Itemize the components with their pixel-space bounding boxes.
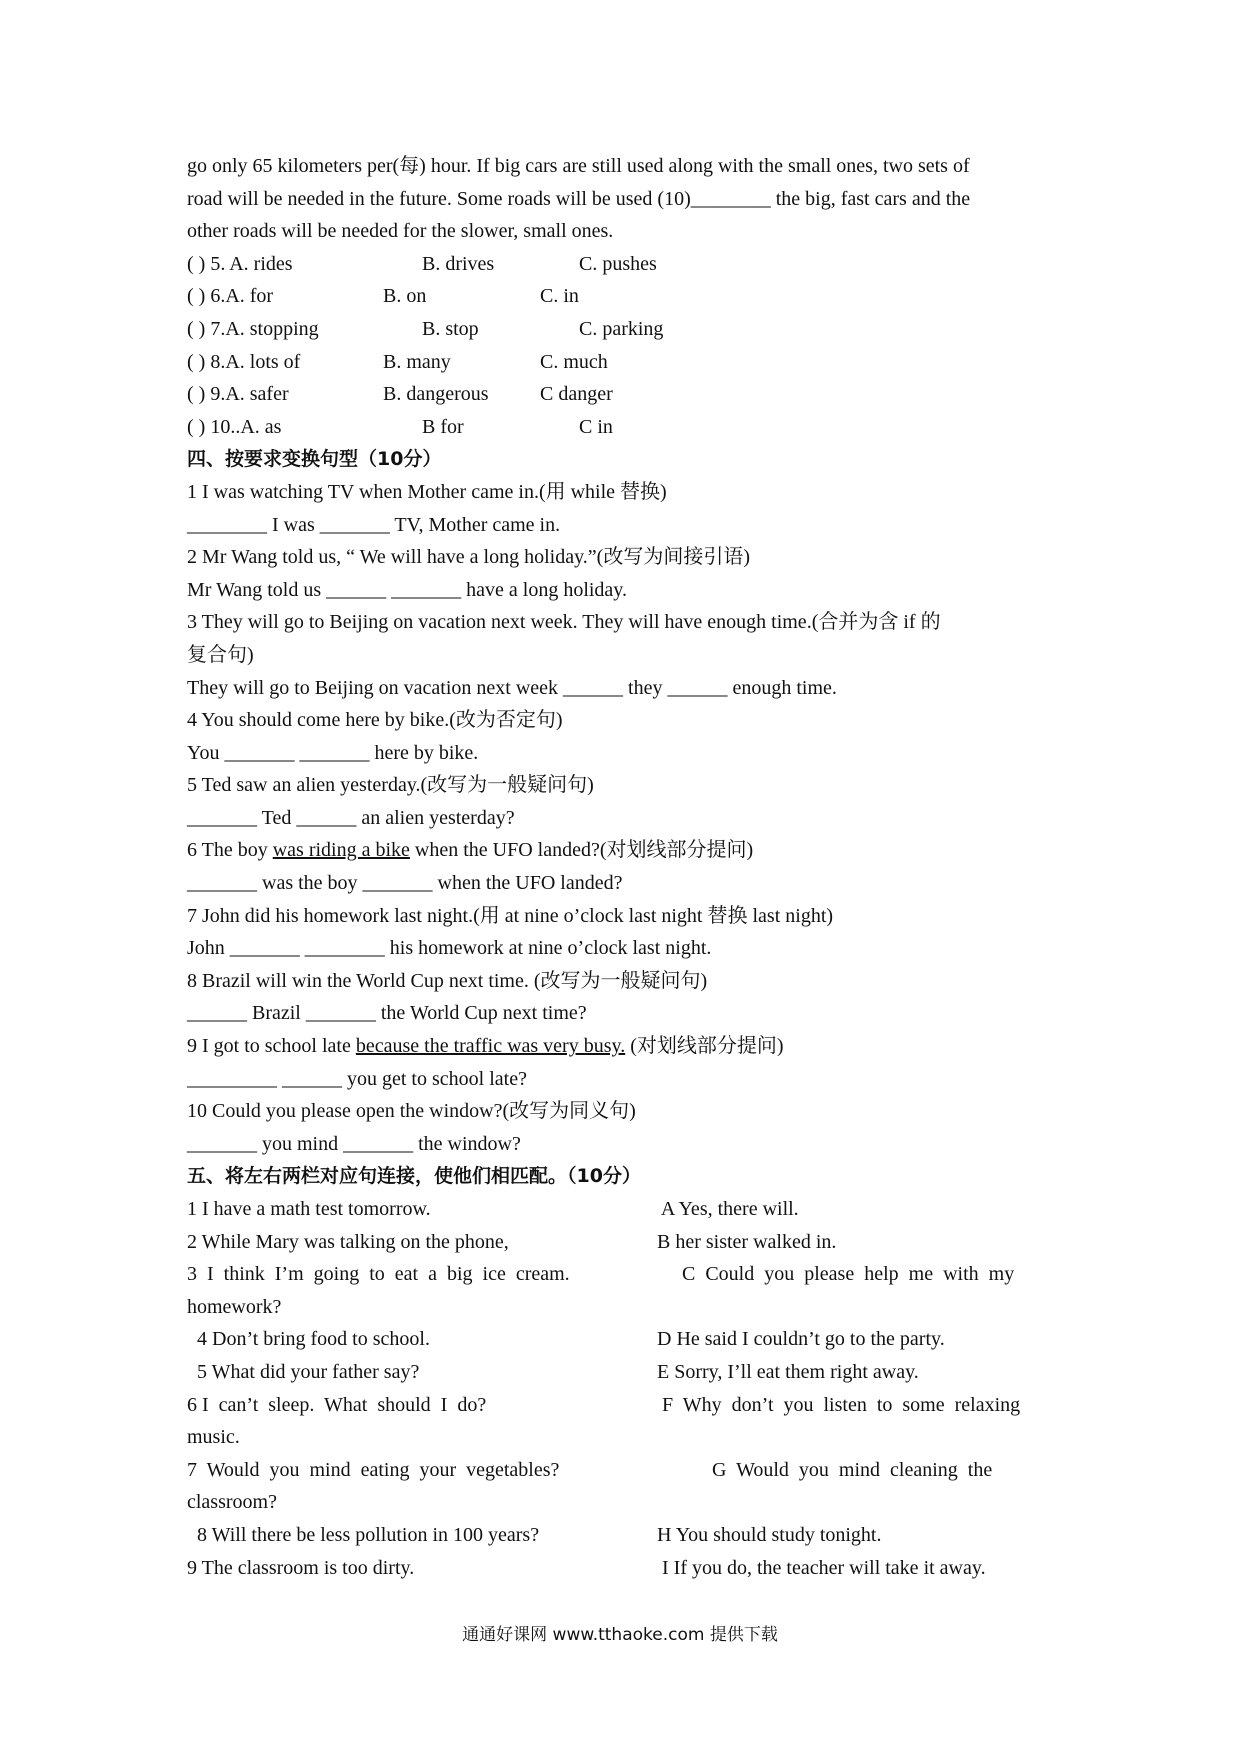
question-10: 10 Could you please open the window?(改写为同义句) [187,1100,636,1123]
match-right [657,1291,1057,1324]
choice-row [187,313,1057,346]
match-left: 4 Don’t bring food to school. [187,1328,430,1351]
match-right: E Sorry, I’ll eat them right away. [657,1360,919,1383]
match-right [657,1421,1057,1454]
question-1: 1 I was watching TV when Mother came in.(用 while 替换) [187,480,667,503]
answer-4: You _______ _______ here by bike. [187,741,479,764]
question-9-underlined: because the traffic was very busy. [355,1035,626,1058]
match-right: A Yes, there will. [657,1198,799,1220]
match-left: classroom? [187,1491,277,1514]
matching-row [187,1258,1057,1291]
choice-a: ( ) 7.A. stopping [187,317,319,340]
choice-b: B for [422,415,464,438]
question-9-pre: 9 I got to school late [187,1035,356,1058]
match-left: 2 While Mary was talking on the phone, [187,1230,509,1253]
choice-a: ( ) 10..A. as [187,415,282,438]
question-9 [187,1030,1057,1063]
question-6-pre: 6 The boy [187,839,273,862]
choice-c: C. in [540,285,579,308]
choice-row [187,411,1057,444]
answer-7: John _______ ________ his homework at nine o’clock last night. [187,937,712,960]
answer-5: _______ Ted ______ an alien yesterday? [187,806,515,829]
match-right: B her sister walked in. [657,1230,837,1253]
choice-b: B. dangerous [383,383,489,406]
choice-a: ( ) 8.A. lots of [187,350,301,373]
matching-row [187,1552,1057,1585]
match-left: 7 Would you mind eating your vegetables? [187,1458,560,1481]
choice-row [187,346,1057,379]
match-right: D He said I couldn’t go to the party. [657,1328,945,1351]
choice-c: C. pushes [579,252,657,275]
match-left: 3 I think I’m going to eat a big ice cream. [187,1263,570,1286]
answer-1: ________ I was _______ TV, Mother came in. [187,513,561,536]
match-right: C Could you please help me with my [657,1263,1015,1286]
answer-8: ______ Brazil _______ the World Cup next time? [187,1002,587,1025]
exam-page [187,150,1057,1584]
choice-c: C. parking [579,317,664,340]
matching-row [187,1454,1057,1487]
choice-row [187,280,1057,313]
question-8: 8 Brazil will win the World Cup next time. (改写为一般疑问句) [187,969,708,992]
question-5: 5 Ted saw an alien yesterday.(改写为一般疑问句) [187,774,594,797]
match-left: homework? [187,1295,282,1318]
question-9-post: (对划线部分提问) [625,1035,784,1058]
choice-b: B. many [383,350,451,373]
answer-10: _______ you mind _______ the window? [187,1132,521,1155]
question-2: 2 Mr Wang told us, “ We will have a long holiday.”(改写为间接引语) [187,546,750,569]
match-left: 9 The classroom is too dirty. [187,1556,415,1579]
choice-b: B. drives [422,252,495,275]
matching-row [187,1421,1057,1454]
matching-row [187,1291,1057,1324]
question-3: 3 They will go to Beijing on vacation next week. They will have enough time.(合并为含 if 的 [187,611,941,634]
match-right: G Would you mind cleaning the [657,1458,993,1481]
choice-list [187,248,1057,444]
choice-a: ( ) 6.A. for [187,285,274,308]
choice-b: B. on [383,285,427,308]
answer-3: They will go to Beijing on vacation next week ______ they ______ enough time. [187,676,837,699]
matching-row [187,1486,1057,1519]
passage-line: go only 65 kilometers per(每) hour. If big cars are still used along with the small ones, two sets of [187,155,970,177]
matching-row [187,1226,1057,1259]
section5-heading: 五、将左右两栏对应句连接，使他们相匹配。（10分） [187,1165,641,1188]
choice-b: B. stop [422,317,479,340]
question-6-post: when the UFO landed?(对划线部分提问) [409,839,754,862]
section4-heading: 四、按要求变换句型（10分） [187,448,442,471]
choice-a: ( ) 5. A. rides [187,252,293,275]
choice-c: C. much [540,350,608,373]
footer-source: 通通好课网 www.tthaoke.com 提供下载 [462,1625,778,1645]
answer-9: _________ ______ you get to school late? [187,1067,527,1090]
choice-c: C in [579,415,613,438]
matching-row [187,1389,1057,1422]
match-left: 1 I have a math test tomorrow. [187,1198,431,1220]
choice-row [187,248,1057,281]
matching-row [187,1323,1057,1356]
match-left: 8 Will there be less pollution in 100 years? [187,1523,540,1546]
question-3-cont: 复合句) [187,643,254,666]
matching-row [187,1356,1057,1389]
match-right [657,1486,1057,1519]
match-left: music. [187,1426,240,1449]
matching-row [187,1193,1057,1226]
match-right: H You should study tonight. [657,1523,882,1546]
choice-c: C danger [540,383,613,406]
answer-2: Mr Wang told us ______ _______ have a long holiday. [187,578,628,601]
match-left: 6 I can’t sleep. What should I do? [187,1393,487,1416]
choice-a: ( ) 9.A. safer [187,383,289,406]
question-6 [187,834,1057,867]
choice-row [187,378,1057,411]
match-left: 5 What did your father say? [187,1360,420,1383]
matching-table [187,1193,1057,1584]
passage-line: road will be needed in the future. Some roads will be used (10)________ the big, fast cars and the [187,187,971,210]
match-right: F Why don’t you listen to some relaxing [657,1393,1021,1416]
matching-row [187,1519,1057,1552]
question-7: 7 John did his homework last night.(用 at nine o’clock last night 替换 last night) [187,904,834,927]
question-6-underlined: was riding a bike [272,839,410,862]
question-4: 4 You should come here by bike.(改为否定句) [187,709,563,732]
match-right: I If you do, the teacher will take it away. [657,1556,986,1579]
passage-line: other roads will be needed for the slower, small ones. [187,220,614,243]
answer-6: _______ was the boy _______ when the UFO landed? [187,872,623,895]
